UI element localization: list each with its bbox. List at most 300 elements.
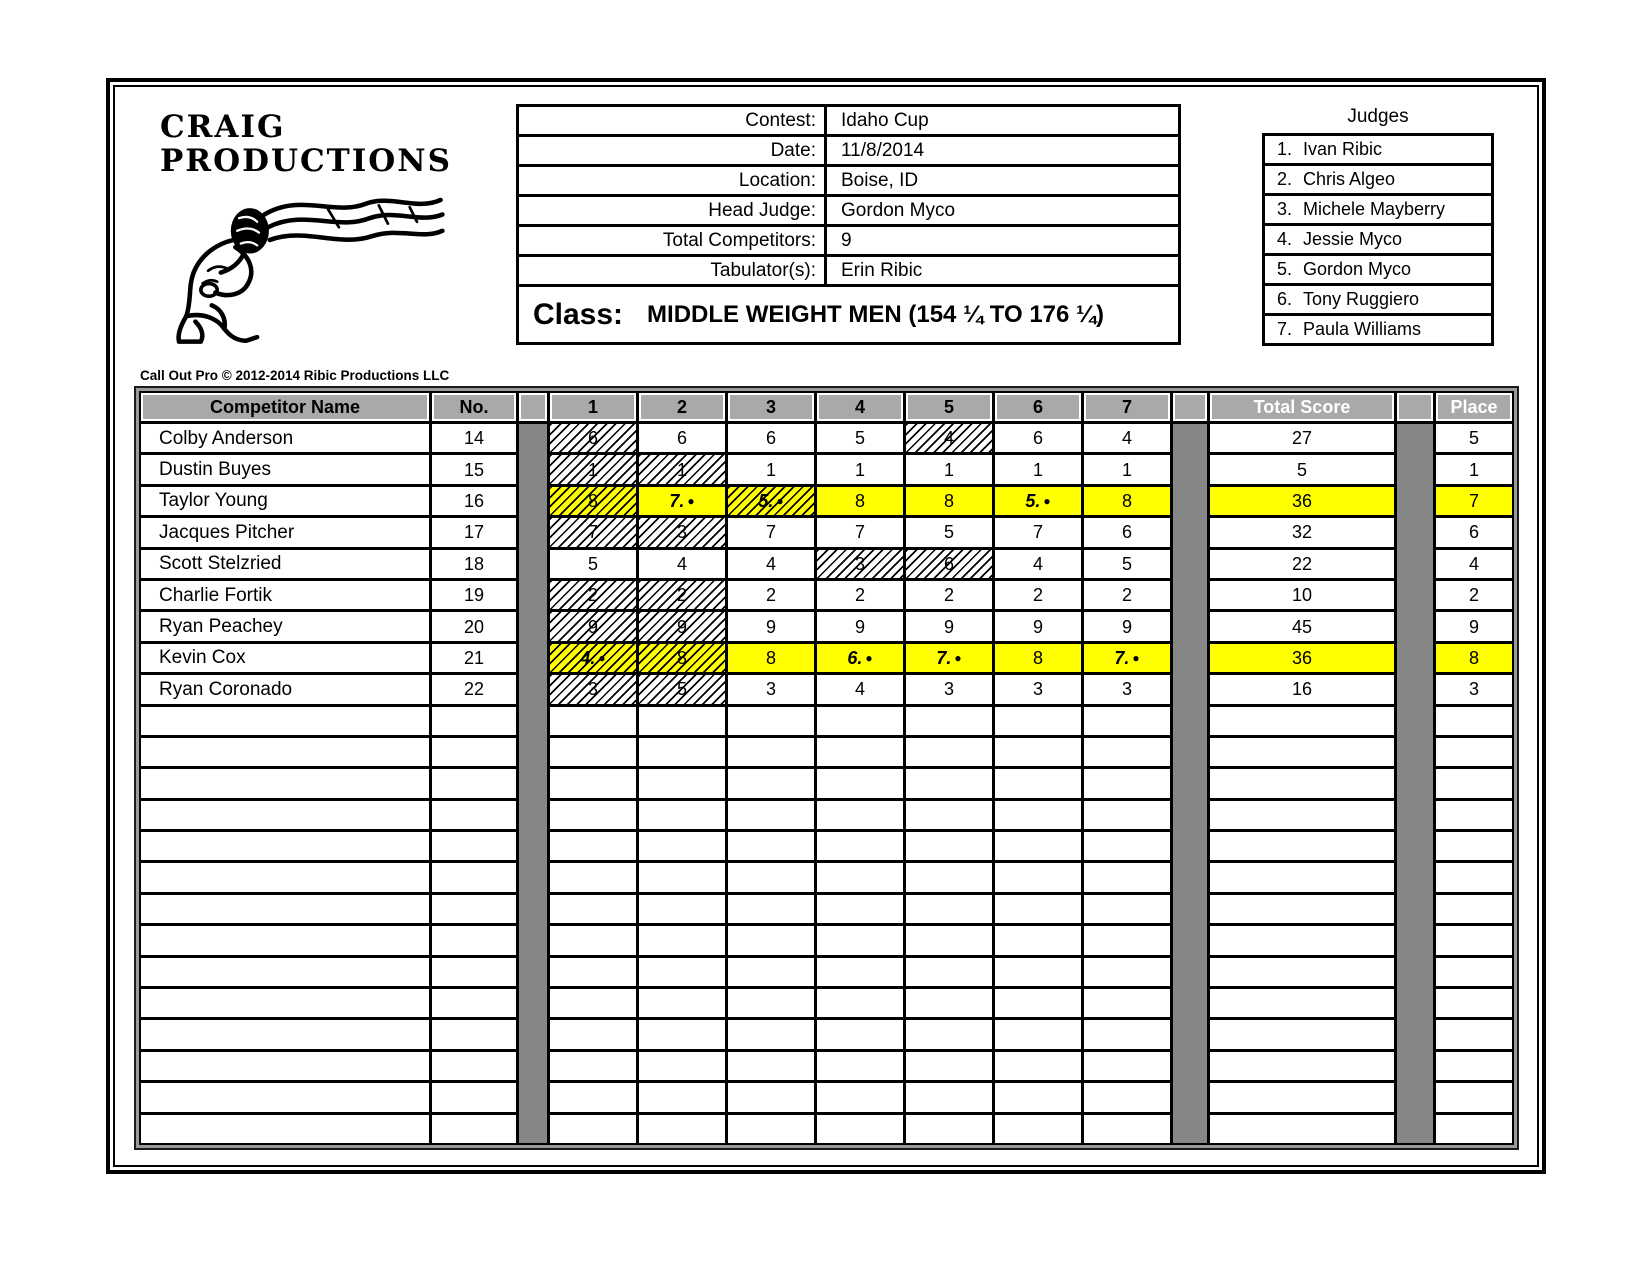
judge-3-score-cell: 4 <box>728 550 814 578</box>
judge-6-score-cell: 8 <box>995 644 1081 672</box>
judge-number: 3. <box>1277 199 1293 219</box>
judge-7-score-cell: 7. ● <box>1084 644 1170 672</box>
empty-score-cell <box>906 707 992 735</box>
empty-score-cell <box>817 926 903 954</box>
empty-score-cell <box>906 895 992 923</box>
empty-name-cell <box>141 1052 429 1080</box>
judge-6-score-cell: 5. ● <box>995 487 1081 515</box>
info-row-tabulators <box>519 257 1178 287</box>
judge-3-score-cell: 3 <box>728 675 814 703</box>
judge-1-score-cell: 1 <box>550 455 636 483</box>
empty-score-cell <box>906 738 992 766</box>
empty-score-cell <box>639 769 725 797</box>
header-judge-4: 4 <box>817 393 903 421</box>
logo-text-craig: CRAIG <box>160 109 286 145</box>
judge-7-score-cell: 3 <box>1084 675 1170 703</box>
empty-total-cell <box>1210 863 1394 891</box>
empty-score-cell <box>550 801 636 829</box>
header-judge-1: 1 <box>550 393 636 421</box>
empty-score-cell <box>728 1115 814 1143</box>
judge-5-score-cell: 6 <box>906 550 992 578</box>
info-value: 9 <box>841 229 852 251</box>
judge-4-score-cell: 1 <box>817 455 903 483</box>
judge-2-score-cell: 1 <box>639 455 725 483</box>
empty-score-cell <box>906 801 992 829</box>
judge-2-score-cell: 9 <box>639 612 725 640</box>
empty-score-cell <box>995 1052 1081 1080</box>
empty-score-cell <box>817 1052 903 1080</box>
score-table-frame <box>134 386 1519 1150</box>
competitor-name-cell: Jacques Pitcher <box>141 518 429 546</box>
empty-score-cell <box>639 1020 725 1048</box>
empty-score-cell <box>550 926 636 954</box>
empty-score-cell <box>728 926 814 954</box>
empty-score-cell <box>639 926 725 954</box>
empty-score-cell <box>1084 895 1170 923</box>
copyright-text: Call Out Pro © 2012-2014 Ribic Productions LLC <box>140 368 450 383</box>
empty-place-cell <box>1436 863 1512 891</box>
empty-no-cell <box>432 989 516 1017</box>
empty-score-cell <box>550 1052 636 1080</box>
judge-5-score-cell: 3 <box>906 675 992 703</box>
judge-1-score-cell: 9 <box>550 612 636 640</box>
judges-table <box>1262 133 1494 346</box>
empty-score-cell <box>1084 989 1170 1017</box>
empty-score-cell <box>639 989 725 1017</box>
empty-score-cell <box>550 1115 636 1143</box>
empty-place-cell <box>1436 801 1512 829</box>
judge-5-score-cell: 4 <box>906 424 992 452</box>
empty-score-cell <box>906 989 992 1017</box>
empty-score-cell <box>728 895 814 923</box>
judge-row <box>1265 316 1491 343</box>
total-score-cell: 36 <box>1210 487 1394 515</box>
empty-score-cell <box>995 769 1081 797</box>
empty-no-cell <box>432 926 516 954</box>
competitor-name-cell: Ryan Coronado <box>141 675 429 703</box>
info-label: Location: <box>519 167 827 194</box>
judge-4-score-cell: 9 <box>817 612 903 640</box>
empty-name-cell <box>141 863 429 891</box>
empty-total-cell <box>1210 926 1394 954</box>
empty-place-cell <box>1436 1083 1512 1111</box>
judge-name: Chris Algeo <box>1303 169 1396 189</box>
empty-name-cell <box>141 1020 429 1048</box>
column-spacer <box>1173 424 1207 1143</box>
judges-title: Judges <box>1347 106 1409 127</box>
judge-row <box>1265 226 1491 256</box>
judge-5-score-cell: 7. ● <box>906 644 992 672</box>
competitor-no-cell: 18 <box>432 550 516 578</box>
empty-no-cell <box>432 1083 516 1111</box>
empty-score-cell <box>995 989 1081 1017</box>
empty-place-cell <box>1436 832 1512 860</box>
competitor-name-cell: Taylor Young <box>141 487 429 515</box>
empty-place-cell <box>1436 1052 1512 1080</box>
info-row-location <box>519 167 1178 197</box>
competitor-name-cell: Charlie Fortik <box>141 581 429 609</box>
empty-place-cell <box>1436 707 1512 735</box>
judge-6-score-cell: 7 <box>995 518 1081 546</box>
empty-score-cell <box>728 801 814 829</box>
empty-score-cell <box>995 958 1081 986</box>
judge-name: Jessie Myco <box>1303 229 1403 249</box>
competitor-no-cell: 19 <box>432 581 516 609</box>
empty-score-cell <box>1084 1052 1170 1080</box>
empty-name-cell <box>141 707 429 735</box>
empty-no-cell <box>432 801 516 829</box>
empty-no-cell <box>432 863 516 891</box>
info-label: Tabulator(s): <box>519 257 827 284</box>
empty-score-cell <box>817 895 903 923</box>
empty-score-cell <box>550 738 636 766</box>
info-label: Date: <box>519 137 827 164</box>
contest-info-table <box>516 104 1181 345</box>
judge-5-score-cell: 8 <box>906 487 992 515</box>
judge-6-score-cell: 2 <box>995 581 1081 609</box>
info-value: Idaho Cup <box>841 109 929 131</box>
empty-score-cell <box>906 769 992 797</box>
judge-5-score-cell: 2 <box>906 581 992 609</box>
judge-name: Paula Williams <box>1303 319 1422 339</box>
empty-score-cell <box>639 801 725 829</box>
place-cell: 3 <box>1436 675 1512 703</box>
empty-score-cell <box>639 863 725 891</box>
judge-1-score-cell: 6 <box>550 424 636 452</box>
empty-score-cell <box>728 989 814 1017</box>
empty-score-cell <box>995 863 1081 891</box>
empty-score-cell <box>1084 863 1170 891</box>
empty-score-cell <box>906 1115 992 1143</box>
empty-name-cell <box>141 895 429 923</box>
empty-score-cell <box>550 863 636 891</box>
class-label: Class: <box>533 297 624 331</box>
judge-2-score-cell: 3 <box>639 518 725 546</box>
empty-score-cell <box>550 895 636 923</box>
judge-4-score-cell: 4 <box>817 675 903 703</box>
place-cell: 7 <box>1436 487 1512 515</box>
empty-score-cell <box>995 926 1081 954</box>
header-spacer <box>1397 393 1433 421</box>
empty-score-cell <box>1084 769 1170 797</box>
empty-name-cell <box>141 1115 429 1143</box>
empty-score-cell <box>995 801 1081 829</box>
empty-score-cell <box>817 958 903 986</box>
judge-5-score-cell: 5 <box>906 518 992 546</box>
total-score-cell: 5 <box>1210 455 1394 483</box>
info-value: 11/8/2014 <box>841 139 925 161</box>
empty-score-cell <box>1084 958 1170 986</box>
empty-score-cell <box>550 989 636 1017</box>
empty-total-cell <box>1210 1020 1394 1048</box>
empty-place-cell <box>1436 958 1512 986</box>
empty-score-cell <box>906 863 992 891</box>
empty-no-cell <box>432 738 516 766</box>
column-spacer <box>519 424 547 1143</box>
empty-no-cell <box>432 1020 516 1048</box>
info-row-head-judge <box>519 197 1178 227</box>
judge-3-score-cell: 7 <box>728 518 814 546</box>
judge-row <box>1265 166 1491 196</box>
header-spacer <box>1173 393 1207 421</box>
judge-7-score-cell: 8 <box>1084 487 1170 515</box>
empty-total-cell <box>1210 832 1394 860</box>
empty-score-cell <box>550 1083 636 1111</box>
empty-score-cell <box>550 958 636 986</box>
place-cell: 4 <box>1436 550 1512 578</box>
empty-name-cell <box>141 926 429 954</box>
empty-no-cell <box>432 1115 516 1143</box>
competitor-no-cell: 16 <box>432 487 516 515</box>
empty-score-cell <box>550 1020 636 1048</box>
judge-5-score-cell: 9 <box>906 612 992 640</box>
empty-score-cell <box>817 1083 903 1111</box>
header-judge-5: 5 <box>906 393 992 421</box>
empty-score-cell <box>995 1083 1081 1111</box>
info-row-total-competitors <box>519 227 1178 257</box>
empty-no-cell <box>432 958 516 986</box>
empty-total-cell <box>1210 801 1394 829</box>
empty-no-cell <box>432 832 516 860</box>
judge-number: 7. <box>1277 319 1293 339</box>
place-cell: 5 <box>1436 424 1512 452</box>
judge-row <box>1265 196 1491 226</box>
header-no: No. <box>432 393 516 421</box>
judge-2-score-cell: 5 <box>639 675 725 703</box>
empty-total-cell <box>1210 769 1394 797</box>
empty-name-cell <box>141 769 429 797</box>
empty-score-cell <box>639 958 725 986</box>
empty-total-cell <box>1210 958 1394 986</box>
place-cell: 1 <box>1436 455 1512 483</box>
total-score-cell: 22 <box>1210 550 1394 578</box>
empty-score-cell <box>639 895 725 923</box>
judge-number: 1. <box>1277 139 1293 159</box>
info-label: Contest: <box>519 107 827 134</box>
competitor-name-cell: Colby Anderson <box>141 424 429 452</box>
judge-3-score-cell: 8 <box>728 644 814 672</box>
empty-score-cell <box>995 1020 1081 1048</box>
judge-number: 2. <box>1277 169 1293 189</box>
empty-total-cell <box>1210 738 1394 766</box>
empty-place-cell <box>1436 895 1512 923</box>
info-value: Erin Ribic <box>841 259 923 281</box>
empty-score-cell <box>728 958 814 986</box>
empty-score-cell <box>728 769 814 797</box>
empty-score-cell <box>639 832 725 860</box>
empty-score-cell <box>1084 738 1170 766</box>
empty-score-cell <box>995 895 1081 923</box>
empty-no-cell <box>432 895 516 923</box>
empty-no-cell <box>432 769 516 797</box>
competitor-no-cell: 21 <box>432 644 516 672</box>
empty-place-cell <box>1436 926 1512 954</box>
logo-text-productions: PRODUCTIONS <box>160 143 452 179</box>
judge-4-score-cell: 8 <box>817 487 903 515</box>
judge-name: Ivan Ribic <box>1303 139 1383 159</box>
empty-score-cell <box>817 707 903 735</box>
judge-3-score-cell: 1 <box>728 455 814 483</box>
place-cell: 2 <box>1436 581 1512 609</box>
competitor-no-cell: 20 <box>432 612 516 640</box>
judge-1-score-cell: 4. ● <box>550 644 636 672</box>
empty-score-cell <box>728 1052 814 1080</box>
total-score-cell: 10 <box>1210 581 1394 609</box>
total-score-cell: 32 <box>1210 518 1394 546</box>
empty-score-cell <box>550 707 636 735</box>
empty-no-cell <box>432 1052 516 1080</box>
empty-score-cell <box>906 926 992 954</box>
judge-4-score-cell: 7 <box>817 518 903 546</box>
competitor-name-cell: Kevin Cox <box>141 644 429 672</box>
empty-score-cell <box>817 738 903 766</box>
class-value: MIDDLE WEIGHT MEN (154 ¼ TO 176 ¼) <box>647 300 1105 328</box>
judge-7-score-cell: 1 <box>1084 455 1170 483</box>
empty-score-cell <box>906 1083 992 1111</box>
judge-7-score-cell: 2 <box>1084 581 1170 609</box>
competitor-no-cell: 17 <box>432 518 516 546</box>
empty-place-cell <box>1436 769 1512 797</box>
total-score-cell: 16 <box>1210 675 1394 703</box>
judge-3-score-cell: 9 <box>728 612 814 640</box>
empty-total-cell <box>1210 1052 1394 1080</box>
judge-7-score-cell: 9 <box>1084 612 1170 640</box>
info-row-contest <box>519 107 1178 137</box>
empty-score-cell <box>995 1115 1081 1143</box>
header-competitor-name: Competitor Name <box>141 393 429 421</box>
empty-score-cell <box>728 1020 814 1048</box>
judge-4-score-cell: 3 <box>817 550 903 578</box>
judge-7-score-cell: 5 <box>1084 550 1170 578</box>
empty-score-cell <box>1084 801 1170 829</box>
empty-score-cell <box>817 1115 903 1143</box>
judge-number: 6. <box>1277 289 1293 309</box>
header-place: Place <box>1436 393 1512 421</box>
judge-1-score-cell: 5 <box>550 550 636 578</box>
judge-1-score-cell: 8 <box>550 487 636 515</box>
bodybuilder-logo-icon <box>138 180 458 348</box>
total-score-cell: 36 <box>1210 644 1394 672</box>
empty-score-cell <box>728 863 814 891</box>
total-score-cell: 27 <box>1210 424 1394 452</box>
info-row-date <box>519 137 1178 167</box>
empty-place-cell <box>1436 1115 1512 1143</box>
judge-3-score-cell: 2 <box>728 581 814 609</box>
judge-7-score-cell: 4 <box>1084 424 1170 452</box>
judge-2-score-cell: 8 <box>639 644 725 672</box>
competitor-name-cell: Ryan Peachey <box>141 612 429 640</box>
empty-score-cell <box>1084 1020 1170 1048</box>
class-row <box>519 287 1178 342</box>
competitor-no-cell: 22 <box>432 675 516 703</box>
empty-score-cell <box>1084 832 1170 860</box>
judge-number: 4. <box>1277 229 1293 249</box>
empty-score-cell <box>1084 926 1170 954</box>
info-value: Boise, ID <box>841 169 919 191</box>
empty-score-cell <box>817 989 903 1017</box>
competitor-name-cell: Scott Stelzried <box>141 550 429 578</box>
judge-1-score-cell: 3 <box>550 675 636 703</box>
empty-score-cell <box>550 769 636 797</box>
empty-score-cell <box>1084 1083 1170 1111</box>
judge-2-score-cell: 2 <box>639 581 725 609</box>
empty-total-cell <box>1210 707 1394 735</box>
judge-1-score-cell: 7 <box>550 518 636 546</box>
empty-no-cell <box>432 707 516 735</box>
header-judge-3: 3 <box>728 393 814 421</box>
info-value: Gordon Myco <box>841 199 956 221</box>
empty-score-cell <box>639 1083 725 1111</box>
judge-6-score-cell: 6 <box>995 424 1081 452</box>
judge-number: 5. <box>1277 259 1293 279</box>
score-table <box>139 391 1514 1145</box>
empty-name-cell <box>141 832 429 860</box>
judge-row <box>1265 286 1491 316</box>
empty-score-cell <box>817 1020 903 1048</box>
empty-name-cell <box>141 738 429 766</box>
header-judge-7: 7 <box>1084 393 1170 421</box>
judge-6-score-cell: 1 <box>995 455 1081 483</box>
empty-score-cell <box>995 707 1081 735</box>
empty-place-cell <box>1436 738 1512 766</box>
empty-score-cell <box>1084 707 1170 735</box>
empty-score-cell <box>995 832 1081 860</box>
empty-score-cell <box>639 1115 725 1143</box>
judge-name: Michele Mayberry <box>1303 199 1446 219</box>
empty-score-cell <box>639 1052 725 1080</box>
empty-score-cell <box>817 769 903 797</box>
place-cell: 6 <box>1436 518 1512 546</box>
judge-1-score-cell: 2 <box>550 581 636 609</box>
empty-score-cell <box>728 738 814 766</box>
header-total-score: Total Score <box>1210 393 1394 421</box>
judge-row <box>1265 256 1491 286</box>
empty-total-cell <box>1210 1083 1394 1111</box>
judge-name: Tony Ruggiero <box>1303 289 1420 309</box>
column-spacer <box>1397 424 1433 1143</box>
judge-6-score-cell: 9 <box>995 612 1081 640</box>
header-judge-2: 2 <box>639 393 725 421</box>
empty-score-cell <box>728 707 814 735</box>
judge-6-score-cell: 3 <box>995 675 1081 703</box>
empty-name-cell <box>141 958 429 986</box>
empty-score-cell <box>728 832 814 860</box>
empty-score-cell <box>906 832 992 860</box>
judge-4-score-cell: 5 <box>817 424 903 452</box>
empty-score-cell <box>817 863 903 891</box>
judge-3-score-cell: 5. ● <box>728 487 814 515</box>
competitor-no-cell: 15 <box>432 455 516 483</box>
empty-score-cell <box>906 958 992 986</box>
empty-total-cell <box>1210 1115 1394 1143</box>
empty-score-cell <box>550 832 636 860</box>
empty-score-cell <box>906 1020 992 1048</box>
empty-place-cell <box>1436 1020 1512 1048</box>
judge-4-score-cell: 2 <box>817 581 903 609</box>
competitor-no-cell: 14 <box>432 424 516 452</box>
judge-4-score-cell: 6. ● <box>817 644 903 672</box>
total-score-cell: 45 <box>1210 612 1394 640</box>
judge-2-score-cell: 6 <box>639 424 725 452</box>
empty-name-cell <box>141 1083 429 1111</box>
empty-score-cell <box>817 832 903 860</box>
empty-score-cell <box>906 1052 992 1080</box>
empty-place-cell <box>1436 989 1512 1017</box>
empty-name-cell <box>141 801 429 829</box>
judge-row <box>1265 136 1491 166</box>
competitor-name-cell: Dustin Buyes <box>141 455 429 483</box>
place-cell: 9 <box>1436 612 1512 640</box>
